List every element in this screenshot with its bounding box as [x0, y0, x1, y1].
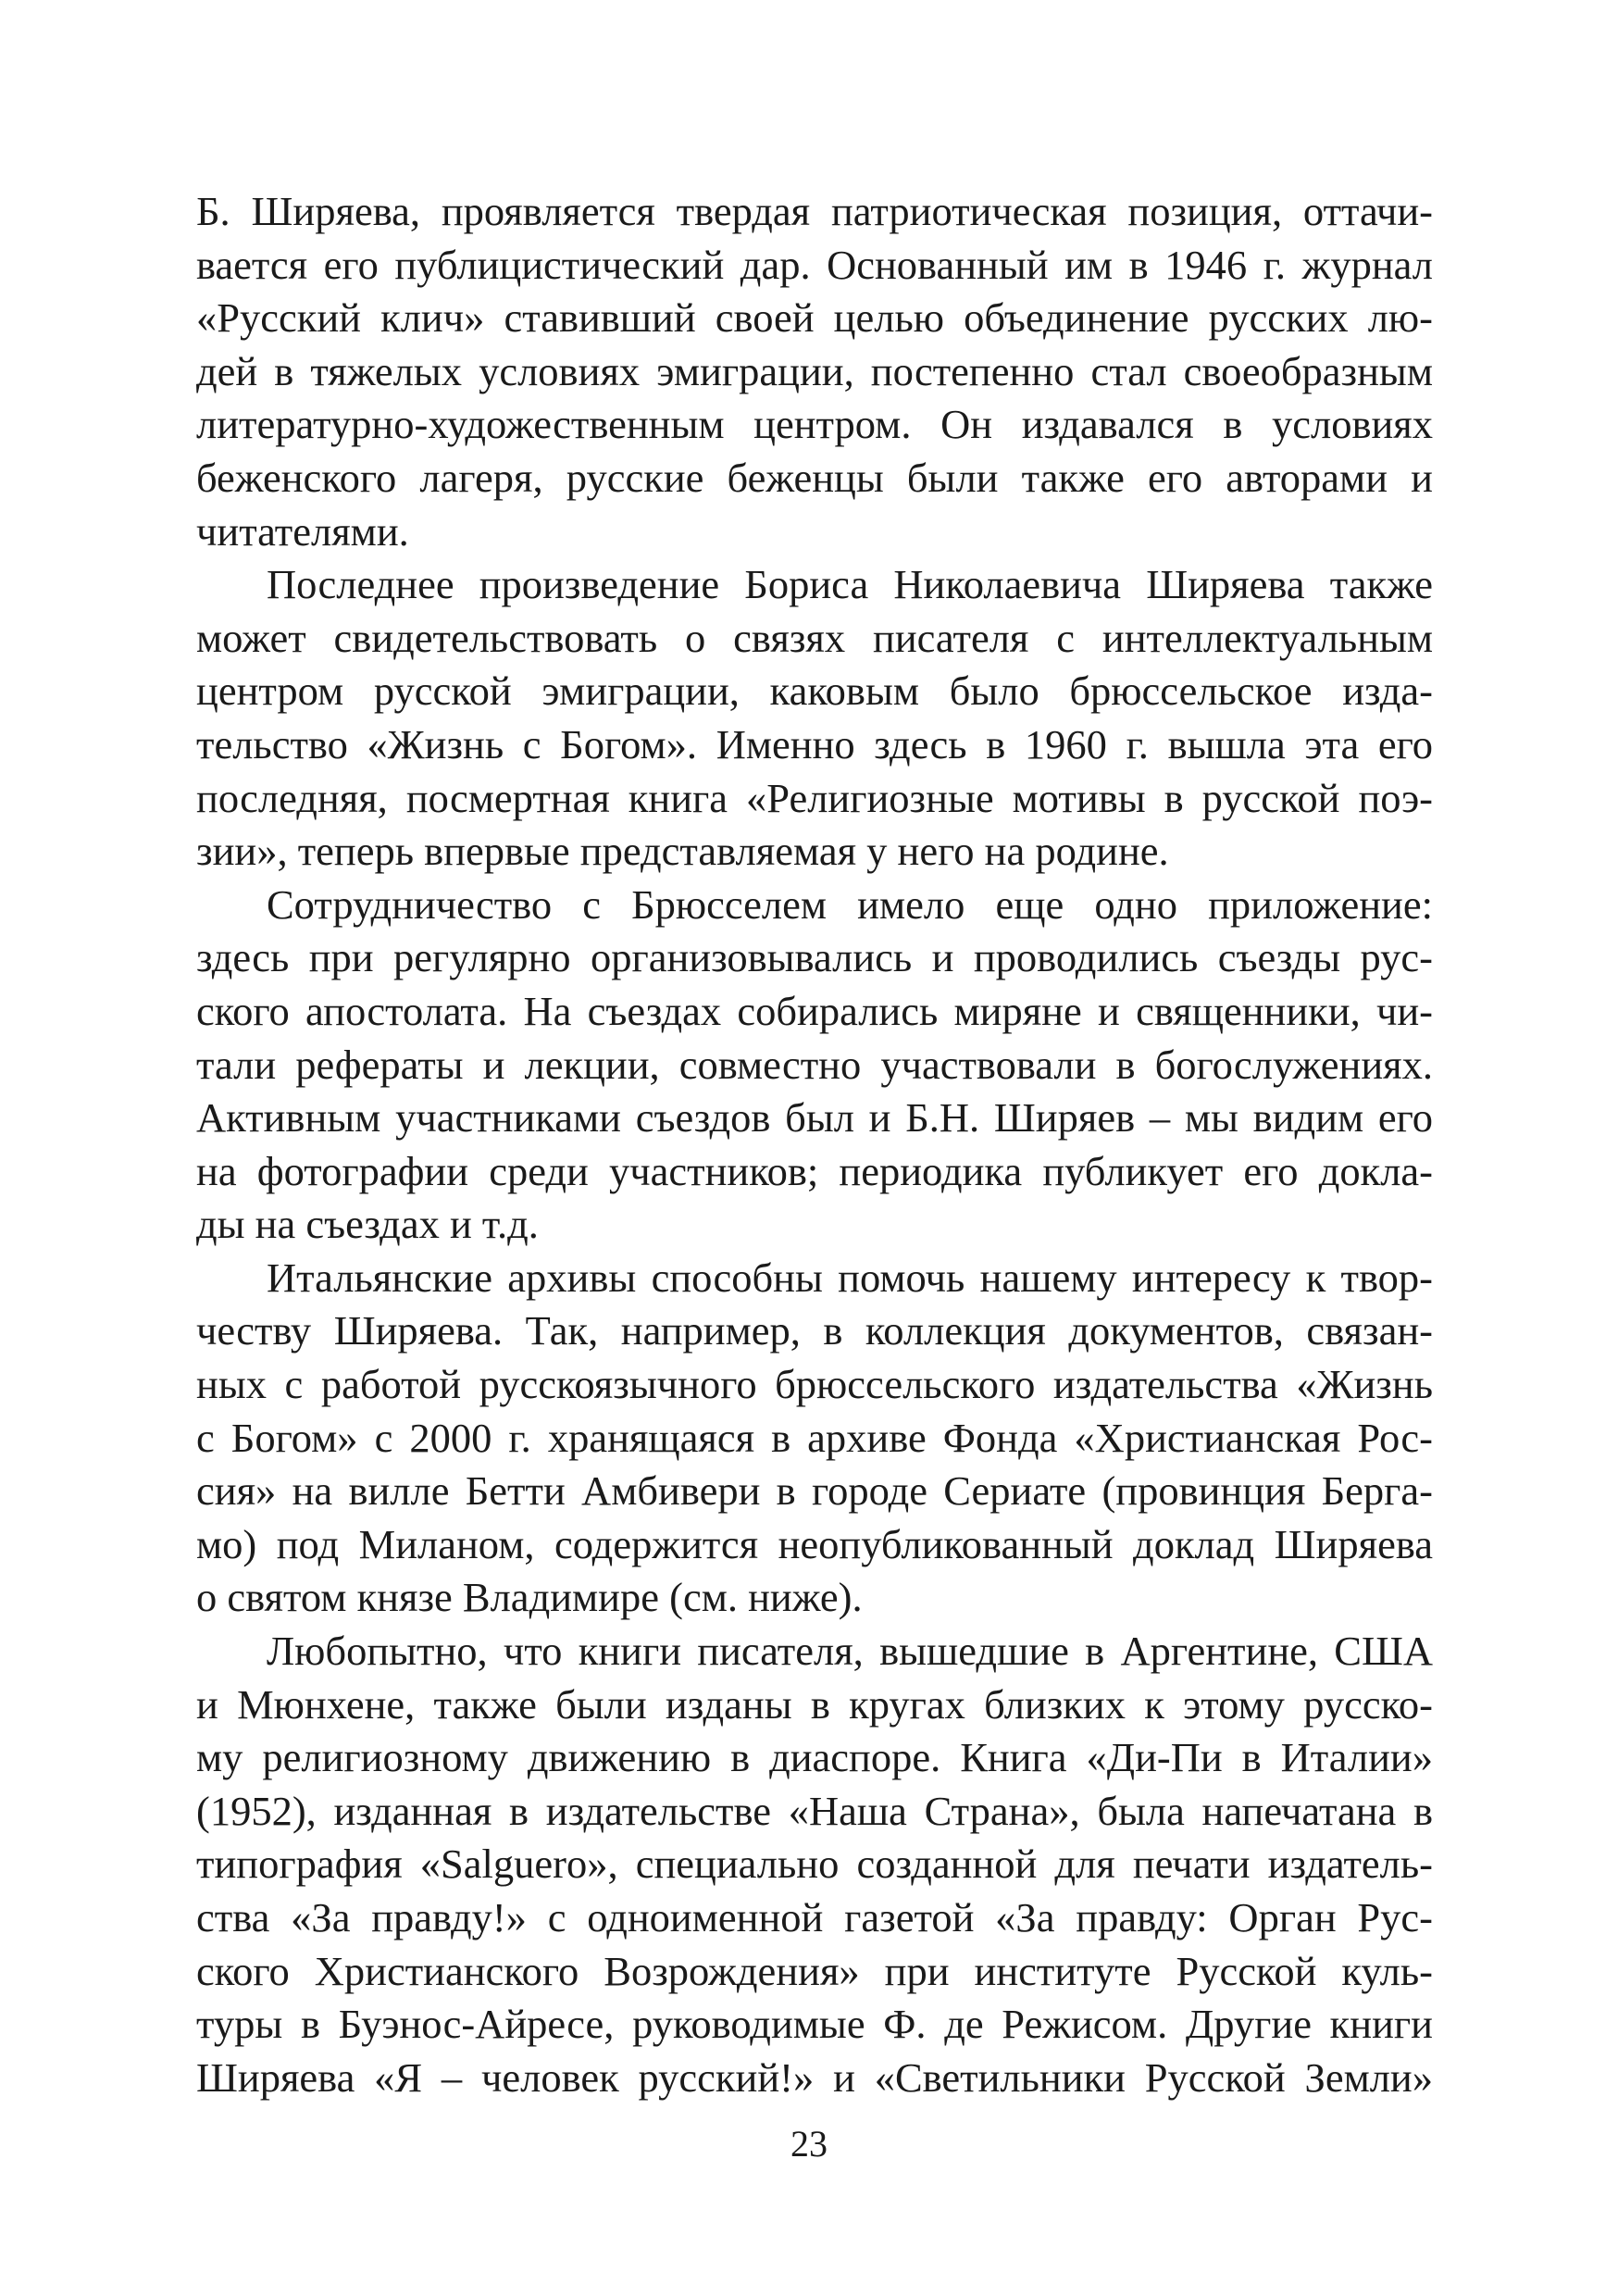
body-paragraph [196, 879, 1433, 1252]
text-line: с Богом» с 2000 г. хранящаяся в архиве Фонда «Христианская Рос- [196, 1414, 1433, 1461]
text-line: ства «За правду!» с одноименной газетой «За правду: Орган Рус- [196, 1894, 1433, 1940]
text-line: здесь при регулярно организовывались и проводились съезды рус- [196, 934, 1433, 981]
page-number: 23 [790, 2123, 828, 2165]
text-line: Последнее произведение Бориса Николаевича Ширяева также [267, 561, 1433, 608]
text-line: туры в Буэнос-Айресе, руководимые Ф. де Режисом. Другие книги [196, 2001, 1433, 2048]
text-line: Любопытно, что книги писателя, вышедшие в Аргентине, США [267, 1628, 1433, 1675]
body-paragraph [196, 185, 1433, 558]
text-line: (1952), изданная в издательстве «Наша Страна», была напечатана в [196, 1787, 1433, 1834]
text-line: тельство «Жизнь с Богом». Именно здесь в 1960 г. вышла эта его [196, 720, 1433, 767]
text-line: честву Ширяева. Так, например, в коллекция документов, связан- [196, 1307, 1433, 1354]
text-line: тали рефераты и лекции, совместно участвовали в богослужениях. [196, 1041, 1433, 1088]
text-line: на фотографии среди участников; периодика публикует его докла- [196, 1147, 1433, 1194]
text-line: му религиозному движению в диаспоре. Книга «Ди-Пи в Италии» [196, 1734, 1433, 1781]
text-line: Сотрудничество с Брюсселем имело еще одно приложение: [267, 880, 1433, 928]
body-paragraph [196, 1625, 1433, 2104]
text-line: Итальянские архивы способны помочь нашему интересу к твор- [267, 1254, 1433, 1301]
text-line: «Русский клич» ставивший своей целью объединение русских лю- [196, 294, 1433, 342]
text-line: и Мюнхене, также были изданы в кругах близких к этому русско- [196, 1680, 1433, 1728]
body-paragraph [196, 1252, 1433, 1625]
text-line: Ширяева «Я – человек русский!» и «Светильники Русской Земли» [196, 2053, 1433, 2101]
text-line: литературно-художественным центром. Он издавался в условиях [196, 401, 1433, 448]
text-line: дей в тяжелых условиях эмиграции, постепенно стал своеобразным [196, 347, 1433, 394]
text-line: мо) под Миланом, содержится неопубликованный доклад Ширяева [196, 1520, 1433, 1567]
text-line: читателями. [196, 507, 409, 555]
text-line: типография «Salguero», специально созданной для печати издатель- [196, 1841, 1433, 1888]
document-page [196, 185, 1433, 2104]
text-line: зии», теперь впервые представляемая у него на родине. [196, 828, 1169, 875]
text-line: беженского лагеря, русские беженцы были также его авторами и [196, 454, 1433, 501]
text-line: вается его публицистический дар. Основанный им в 1946 г. журнал [196, 241, 1433, 288]
text-line: центром русской эмиграции, каковым было брюссельское изда- [196, 668, 1433, 715]
text-line: сия» на вилле Бетти Амбивери в городе Сериате (провинция Берга- [196, 1467, 1433, 1515]
text-line: о святом князе Владимире (см. ниже). [196, 1574, 863, 1621]
text-line: ных с работой русскоязычного брюссельского издательства «Жизнь [196, 1361, 1433, 1408]
text-line: Активным участниками съездов был и Б.Н. Ширяев – мы видим его [196, 1094, 1433, 1142]
text-line: может свидетельствовать о связях писателя с интеллектуальным [196, 614, 1433, 661]
text-line: Б. Ширяева, проявляется твердая патриотическая позиция, оттачи- [196, 188, 1433, 234]
text-line: ского Христианского Возрождения» при институте Русской куль- [196, 1947, 1433, 1994]
text-line: ды на съездах и т.д. [196, 1201, 539, 1248]
body-paragraph [196, 558, 1433, 879]
text-line: последняя, посмертная книга «Религиозные мотивы в русской поэ- [196, 774, 1433, 821]
text-line: ского апостолата. На съездах собирались миряне и священники, чи- [196, 987, 1433, 1034]
